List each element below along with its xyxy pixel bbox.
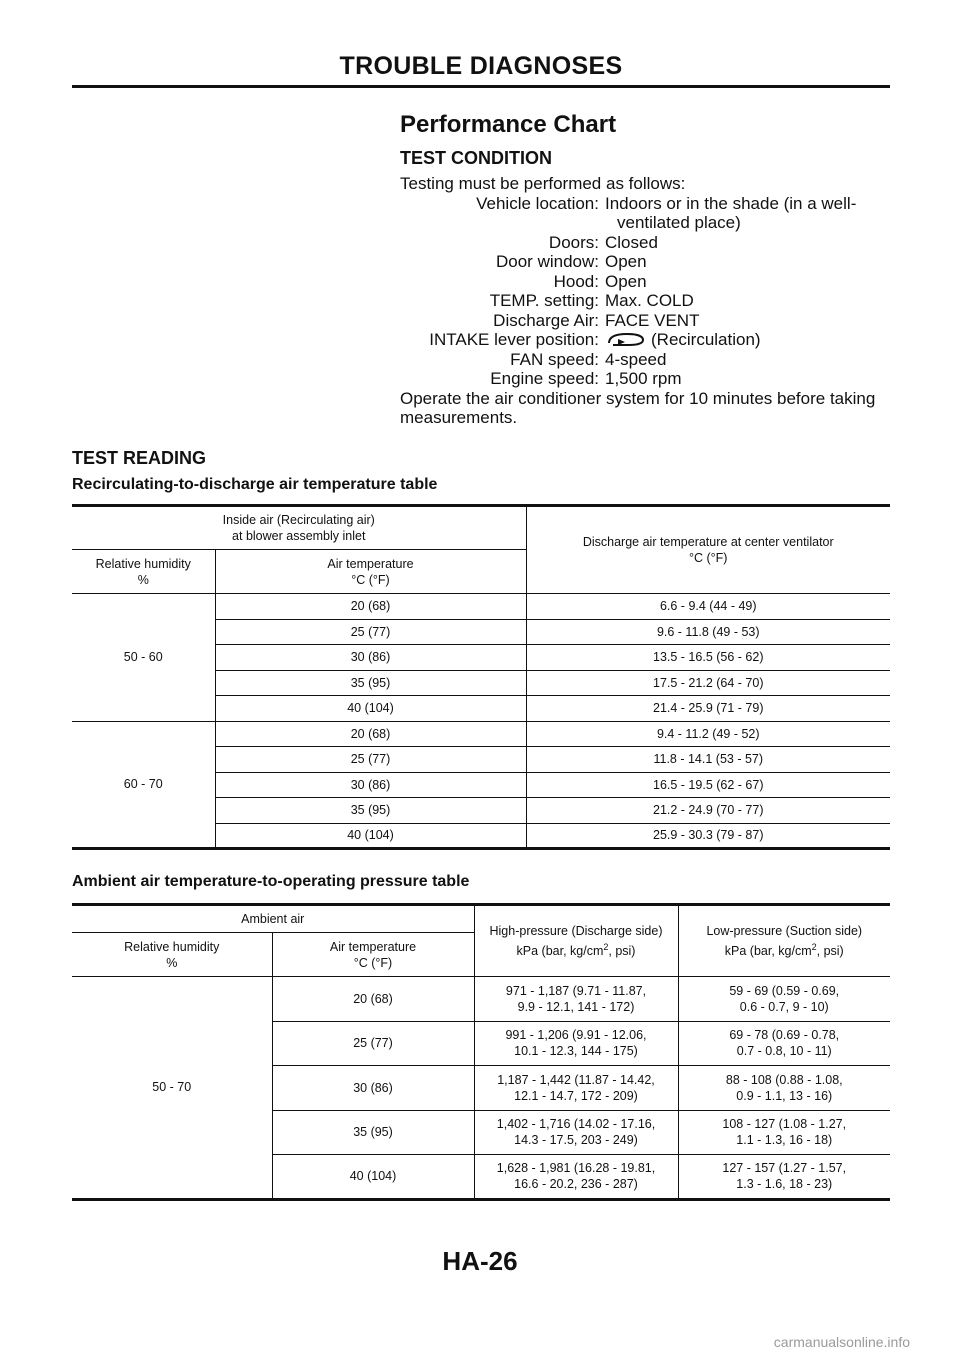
test-condition-intro: Testing must be performed as follows: [400, 174, 686, 193]
humidity-cell: 50 - 60 [72, 594, 215, 722]
high-pressure-cell: 1,402 - 1,716 (14.02 - 17.16, 14.3 - 17.5, 203 - 249) [474, 1110, 678, 1155]
condition-row-continuation [400, 213, 892, 233]
condition-label: FAN speed: [510, 349, 599, 369]
table2-high-pressure-header: High-pressure (Discharge side) kPa (bar, $kg/cm^2$, psi) [474, 905, 678, 977]
condition-label: TEMP. setting: [489, 291, 599, 310]
temp-cell: 40 (104) [215, 823, 526, 849]
condition-value: 4-speed [605, 349, 667, 369]
temp-cell: 40 (104) [272, 1155, 474, 1200]
page-header-title: TROUBLE DIAGNOSES [339, 52, 623, 80]
high-pressure-cell: 1,187 - 1,442 (11.87 - 14.42, 12.1 - 14.7, 172 - 209) [474, 1066, 678, 1111]
performance-chart-title: Performance Chart [400, 111, 617, 138]
table-row [72, 721, 890, 747]
condition-row [400, 350, 892, 370]
condition-label: Engine speed: [490, 369, 599, 388]
table-row [72, 977, 890, 1022]
condition-label: Discharge Air: [493, 310, 599, 330]
table2-heading-wrapper [72, 871, 890, 893]
discharge-cell: 17.5 - 21.2 (64 - 70) [526, 670, 890, 696]
temp-cell: 20 (68) [272, 977, 474, 1022]
condition-label: INTAKE lever position: [429, 330, 599, 349]
temp-cell: 30 (86) [215, 772, 526, 798]
table1-wrapper [72, 504, 890, 850]
test-reading-heading: TEST READING [72, 448, 207, 468]
discharge-cell: 13.5 - 16.5 (56 - 62) [526, 645, 890, 671]
page-code: HA-26 [442, 1246, 518, 1276]
discharge-cell: 16.5 - 19.5 (62 - 67) [526, 772, 890, 798]
discharge-cell: 9.4 - 11.2 (49 - 52) [526, 721, 890, 747]
discharge-cell: 9.6 - 11.8 (49 - 53) [526, 619, 890, 645]
low-pressure-cell: 127 - 157 (1.27 - 1.57, 1.3 - 1.6, 18 - 23) [678, 1155, 890, 1200]
condition-label: Hood: [553, 271, 599, 291]
low-pressure-cell: 88 - 108 (0.88 - 1.08, 0.9 - 1.1, 13 - 16) [678, 1066, 890, 1111]
high-pressure-cell: 1,628 - 1,981 (16.28 - 19.81, 16.6 - 20.2, 236 - 287) [474, 1155, 678, 1200]
test-condition-heading: TEST CONDITION [400, 148, 552, 168]
low-pressure-cell: 59 - 69 (0.59 - 0.69, 0.6 - 0.7, 9 - 10) [678, 977, 890, 1022]
low-pressure-cell: 69 - 78 (0.69 - 0.78, 0.7 - 0.8, 10 - 11) [678, 1021, 890, 1066]
watermark: carmanualsonline.info [773, 1334, 910, 1350]
discharge-cell: 25.9 - 30.3 (79 - 87) [526, 823, 890, 849]
table2-title: Ambient air temperature-to-operating pressure table [72, 873, 470, 890]
recirculating-discharge-table [72, 504, 890, 850]
condition-label: Vehicle location: [476, 193, 599, 213]
table2-wrapper [72, 903, 890, 1201]
temp-cell: 30 (86) [215, 645, 526, 671]
high-pressure-cell: 991 - 1,206 (9.91 - 12.06, 10.1 - 12.3, 144 - 175) [474, 1021, 678, 1066]
table1-discharge-header: Discharge air temperature at center ventilator °C (°F) [526, 506, 890, 594]
temp-cell: 40 (104) [215, 696, 526, 722]
condition-row [400, 291, 892, 311]
temp-cell: 35 (95) [215, 798, 526, 824]
low-pressure-cell: 108 - 127 (1.08 - 1.27, 1.1 - 1.3, 16 - 18) [678, 1110, 890, 1155]
ambient-pressure-table [72, 903, 890, 1201]
temp-cell: 35 (95) [215, 670, 526, 696]
table2-humidity-header: Relative humidity % [72, 933, 272, 977]
table1-temp-header: Air temperature °C (°F) [215, 550, 526, 594]
condition-row [400, 252, 892, 272]
operate-note-line2: measurements. [400, 408, 518, 427]
condition-value: Open [605, 271, 647, 291]
temp-cell: 25 (77) [215, 619, 526, 645]
discharge-cell: 11.8 - 14.1 (53 - 57) [526, 747, 890, 773]
condition-row [400, 233, 892, 253]
temp-cell: 35 (95) [272, 1110, 474, 1155]
condition-row [400, 311, 892, 331]
discharge-cell: 21.2 - 24.9 (70 - 77) [526, 798, 890, 824]
table2-group-header: Ambient air [72, 905, 474, 933]
condition-value: FACE VENT [605, 310, 700, 330]
table-row [72, 594, 890, 620]
temp-cell: 20 (68) [215, 721, 526, 747]
discharge-cell: 21.4 - 25.9 (71 - 79) [526, 696, 890, 722]
humidity-cell: 50 - 70 [72, 977, 272, 1200]
header-rule [72, 85, 890, 88]
condition-row [400, 272, 892, 292]
temp-cell: 25 (77) [272, 1021, 474, 1066]
temp-cell: 20 (68) [215, 594, 526, 620]
performance-section [400, 110, 892, 428]
condition-value: Open [605, 252, 647, 271]
table1-title: Recirculating-to-discharge air temperature table [72, 476, 438, 493]
condition-value: (Recirculation) [651, 330, 761, 349]
table1-humidity-header: Relative humidity % [72, 550, 215, 594]
operate-note-line1: Operate the air conditioner system for 10 minutes before taking [400, 388, 876, 408]
table1-group-header: Inside air (Recirculating air) at blower assembly inlet [72, 506, 526, 550]
condition-value: 1,500 rpm [605, 369, 682, 388]
condition-value: Max. COLD [605, 291, 694, 310]
table2-temp-header: Air temperature °C (°F) [272, 933, 474, 977]
condition-label: Doors: [548, 232, 599, 252]
condition-label: Door window: [496, 252, 599, 271]
table2-low-pressure-header: Low-pressure (Suction side) kPa (bar, $kg/cm^2$, psi) [678, 905, 890, 977]
condition-row [400, 330, 892, 350]
test-reading-section [72, 446, 890, 496]
condition-row [400, 369, 892, 389]
condition-value-continuation: ventilated place) [617, 213, 741, 232]
condition-value: Closed [605, 232, 658, 252]
high-pressure-cell: 971 - 1,187 (9.71 - 11.87, 9.9 - 12.1, 141 - 172) [474, 977, 678, 1022]
temp-cell: 25 (77) [215, 747, 526, 773]
discharge-cell: 6.6 - 9.4 (44 - 49) [526, 594, 890, 620]
temp-cell: 30 (86) [272, 1066, 474, 1111]
humidity-cell: 60 - 70 [72, 721, 215, 849]
condition-value: Indoors or in the shade (in a well- [605, 193, 857, 213]
condition-row [400, 194, 892, 214]
recirculation-icon [605, 331, 649, 347]
